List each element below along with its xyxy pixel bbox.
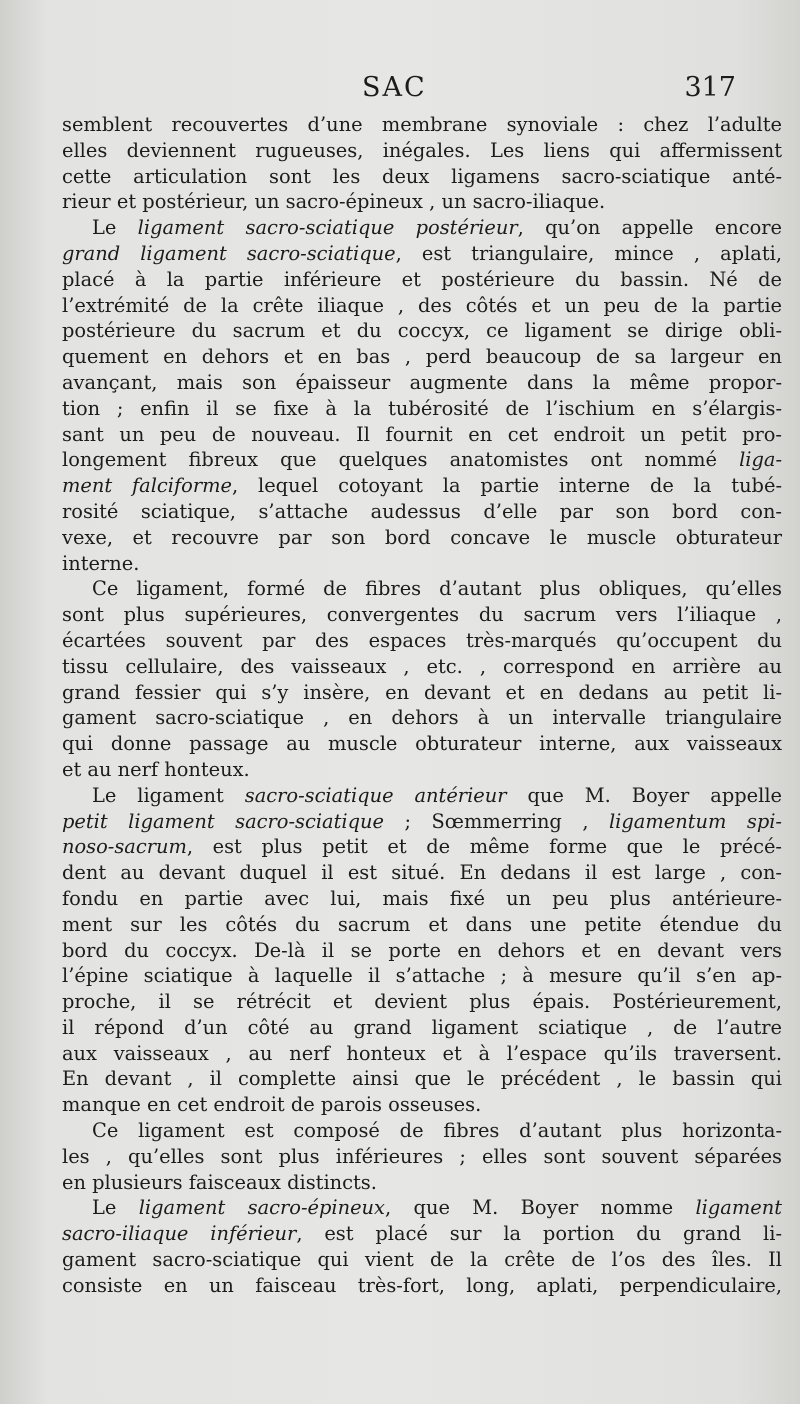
text-line: en plusieurs faisceaux distincts. bbox=[62, 1170, 377, 1194]
text-line: qui donne passage au muscle obturateur interne, aux vaisseaux bbox=[62, 732, 782, 756]
text-line: En devant , il complette ainsi que le précédent , le bassin qui bbox=[62, 1067, 782, 1091]
text-line: fondu en partie avec lui, mais fixé un peu plus antérieure- bbox=[62, 886, 782, 910]
body-text bbox=[62, 112, 782, 1299]
text-line: cette articulation sont les deux ligamens sacro-sciatique anté- bbox=[62, 164, 782, 188]
text-line: grand fessier qui s’y insère, en devant et en dedans au petit li- bbox=[62, 680, 782, 704]
text-line: avançant, mais son épaisseur augmente dans la même propor- bbox=[62, 370, 782, 394]
text-line: gament sacro-sciatique , en dehors à un intervalle triangulaire bbox=[62, 706, 782, 730]
text-line: tion ; enfin il se fixe à la tubérosité de l’ischium en s’élargis- bbox=[62, 396, 782, 420]
text-line: Ce ligament est composé de fibres d’autant plus horizonta- bbox=[92, 1119, 782, 1143]
text-line: noso-sacrum, est plus petit et de même forme que le précé- bbox=[62, 835, 782, 859]
text-line: sont plus supérieures, convergentes du sacrum vers l’iliaque , bbox=[62, 603, 782, 627]
text-line: aux vaisseaux , au nerf honteux et à l’espace qu’ils traversent. bbox=[62, 1041, 782, 1065]
text-line: Ce ligament, formé de fibres d’autant plus obliques, qu’elles bbox=[92, 577, 782, 601]
text-line: rosité sciatique, s’attache audessus d’elle par son bord con- bbox=[62, 499, 782, 523]
text-line: Le ligament sacro-sciatique postérieur, qu’on appelle encore bbox=[92, 216, 782, 240]
text-line: consiste en un faisceau très-fort, long, aplati, perpendiculaire, bbox=[62, 1273, 782, 1297]
text-line: proche, il se rétrécit et devient plus épais. Postérieurement, bbox=[62, 990, 782, 1014]
page-number: 317 bbox=[684, 72, 736, 103]
text-line: postérieure du sacrum et du coccyx, ce ligament se dirige obli- bbox=[62, 319, 782, 343]
text-line: manque en cet endroit de parois osseuses. bbox=[62, 1093, 482, 1117]
text-line: gament sacro-sciatique qui vient de la crête de l’os des îles. Il bbox=[62, 1248, 782, 1272]
text-line: ment falciforme, lequel cotoyant la partie interne de la tubé- bbox=[62, 474, 782, 498]
text-line: elles deviennent rugueuses, inégales. Les liens qui affermissent bbox=[62, 138, 782, 162]
text-line: dent au devant duquel il est situé. En dedans il est large , con- bbox=[62, 861, 782, 885]
text-line: semblent recouvertes d’une membrane synoviale : chez l’adulte bbox=[62, 113, 782, 136]
text-line: vexe, et recouvre par son bord concave le muscle obturateur bbox=[62, 525, 782, 549]
page-header bbox=[0, 72, 800, 108]
running-head: SAC bbox=[362, 72, 427, 103]
text-line: interne. bbox=[62, 551, 140, 575]
text-line: petit ligament sacro-sciatique ; Sœmmerring , ligamentum spi- bbox=[62, 809, 782, 833]
text-line: Le ligament sacro-épineux, que M. Boyer nomme ligament bbox=[92, 1196, 782, 1220]
text-line: rieur et postérieur, un sacro-épineux , un sacro-iliaque. bbox=[62, 190, 606, 214]
text-line: il répond d’un côté au grand ligament sciatique , de l’autre bbox=[62, 1015, 782, 1039]
text-line: bord du coccyx. De-là il se porte en dehors et en devant vers bbox=[62, 938, 782, 962]
text-line: placé à la partie inférieure et postérieure du bassin. Né de bbox=[62, 267, 782, 291]
text-line: Le ligament sacro-sciatique antérieur que M. Boyer appelle bbox=[92, 783, 782, 807]
text-line: sacro-iliaque inférieur, est placé sur la portion du grand li- bbox=[62, 1222, 782, 1246]
text-line: les , qu’elles sont plus inférieures ; elles sont souvent séparées bbox=[62, 1144, 782, 1168]
text-line: sant un peu de nouveau. Il fournit en cet endroit un petit pro- bbox=[62, 422, 782, 446]
text-line: longement fibreux que quelques anatomistes ont nommé liga- bbox=[62, 448, 782, 472]
text-line: l’extrémité de la crête iliaque , des côtés et un peu de la partie bbox=[62, 293, 782, 317]
text-line: grand ligament sacro-sciatique, est triangulaire, mince , aplati, bbox=[62, 241, 782, 265]
text-line: tissu cellulaire, des vaisseaux , etc. , correspond en arrière au bbox=[62, 654, 782, 678]
text-line: et au nerf honteux. bbox=[62, 757, 250, 781]
text-line: écartées souvent par des espaces très-marqués qu’occupent du bbox=[62, 628, 782, 652]
text-line: quement en dehors et en bas , perd beaucoup de sa largeur en bbox=[62, 345, 782, 369]
text-line: l’épine sciatique à laquelle il s’attache ; à mesure qu’il s’en ap- bbox=[62, 964, 782, 988]
text-line: ment sur les côtés du sacrum et dans une petite étendue du bbox=[62, 912, 782, 936]
